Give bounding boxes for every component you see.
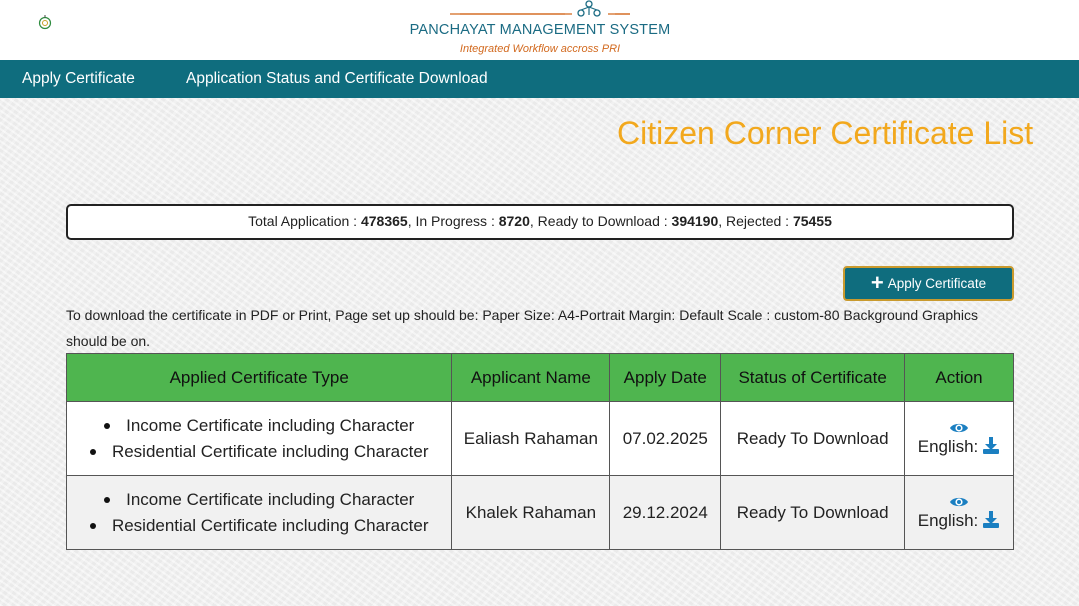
header-action: Action [905,354,1014,402]
page-title: Citizen Corner Certificate List [617,115,1034,151]
view-eye-icon[interactable] [949,495,969,509]
total-value: 478365 [360,213,408,229]
action-cell [905,402,1014,476]
ready-value: 394190 [671,213,719,229]
download-english-link[interactable] [905,437,1013,457]
download-icon[interactable] [982,437,1000,454]
certificate-type-item: Residential Certificate including Character [67,513,451,539]
download-icon[interactable] [982,511,1000,528]
logo-title: PANCHAYAT MANAGEMENT SYSTEM [409,22,671,38]
application-stats [66,204,1014,240]
header-certificate-type: Applied Certificate Type [67,354,452,402]
table-row [67,476,1014,550]
apply-date-cell: 29.12.2024 [610,476,721,550]
bullet-icon [90,523,96,529]
rejected-value: 75455 [792,213,832,229]
nav-application-status[interactable]: Application Status and Certificate Download [186,70,488,87]
state-emblem-icon[interactable] [37,14,53,30]
nav-apply-certificate[interactable]: Apply Certificate [22,70,135,87]
pms-logo [400,0,680,60]
total-label: Total Application : [248,213,361,229]
print-setup-note: To download the certificate in PDF or Print, Page set up should be: Paper Size: A4-Portrait Margin: Default Scale : custom-80 Background Graphics should be on. [66,307,979,349]
top-header [0,0,1079,60]
certificate-types-cell [67,402,452,476]
status-cell: Ready To Download [721,402,905,476]
apply-date-cell: 07.02.2025 [610,402,721,476]
plus-icon: + [870,269,884,295]
header-status: Status of Certificate [721,354,905,402]
download-english-link[interactable] [905,511,1013,531]
bullet-icon [104,423,110,429]
certificate-type-item: Income Certificate including Character [67,487,451,513]
bullet-icon [104,497,110,503]
status-cell: Ready To Download [721,476,905,550]
applicant-name-cell: Ealiash Rahaman [452,402,610,476]
in-progress-label: , In Progress : [407,213,499,229]
certificate-table [66,353,1014,550]
applicant-name-cell: Khalek Rahaman [452,476,610,550]
ready-label: , Ready to Download : [529,213,672,229]
rejected-label: , Rejected : [718,213,793,229]
main-navbar [0,60,1079,98]
certificate-type-item: Income Certificate including Character [67,413,451,439]
in-progress-value: 8720 [498,213,530,229]
bullet-icon [90,449,96,455]
apply-certificate-label: Apply Certificate [887,276,987,291]
download-language-label: English: [917,436,979,456]
table-header-row [67,354,1014,402]
logo-subtitle: Integrated Workflow accross PRI [459,43,621,55]
view-eye-icon[interactable] [949,421,969,435]
certificate-type-item: Residential Certificate including Character [67,439,451,465]
table-row [67,402,1014,476]
apply-certificate-button[interactable] [843,266,1014,301]
certificate-types-cell [67,476,452,550]
network-logo-icon [450,0,630,20]
header-apply-date: Apply Date [610,354,721,402]
action-cell [905,476,1014,550]
download-language-label: English: [917,510,979,530]
header-applicant-name: Applicant Name [452,354,610,402]
